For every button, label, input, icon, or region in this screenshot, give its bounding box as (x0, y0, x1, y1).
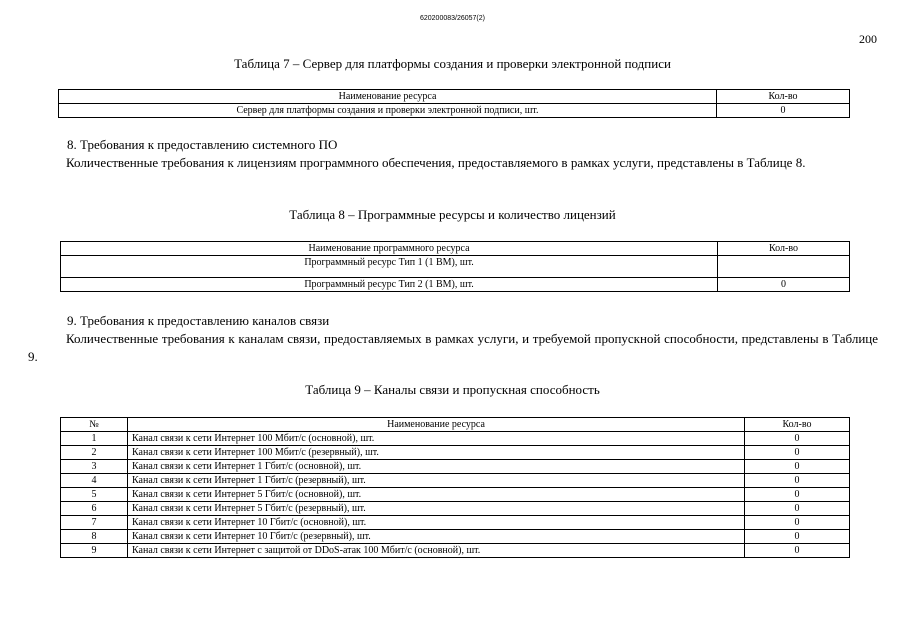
table-cell: Канал связи к сети Интернет 100 Мбит/с (резервный), шт. (128, 446, 745, 460)
section9-heading: 9. Требования к предоставлению каналов связи (67, 313, 330, 328)
table-cell: Канал связи к сети Интернет 100 Мбит/с (основной), шт. (128, 432, 745, 446)
column-header: Наименование программного ресурса (61, 242, 718, 256)
table7 (58, 89, 850, 118)
table-cell: 4 (61, 474, 128, 488)
table-cell: 0 (745, 502, 850, 516)
table-cell: Программный ресурс Тип 1 (1 ВМ), шт. (61, 256, 718, 278)
table-cell: 7 (61, 516, 128, 530)
table-cell: 0 (717, 104, 850, 118)
table-cell: Программный ресурс Тип 2 (1 ВМ), шт. (61, 278, 718, 292)
page-number: 200 (859, 32, 877, 46)
table-row (61, 502, 850, 516)
table-cell (718, 256, 850, 278)
table-cell: 3 (61, 460, 128, 474)
table-row (61, 474, 850, 488)
table-cell: Сервер для платформы создания и проверки электронной подписи, шт. (59, 104, 717, 118)
table-cell: 0 (745, 446, 850, 460)
table-cell: 1 (61, 432, 128, 446)
table-cell: 5 (61, 488, 128, 502)
table-cell: 9 (61, 544, 128, 558)
table-row (59, 104, 850, 118)
column-header: Наименование ресурса (128, 418, 745, 432)
table-header-row (61, 242, 850, 256)
table-cell: 0 (745, 530, 850, 544)
table-row (61, 432, 850, 446)
section8-heading: 8. Требования к предоставлению системного ПО (67, 137, 338, 152)
table-cell: Канал связи к сети Интернет 1 Гбит/с (резервный), шт. (128, 474, 745, 488)
table7-caption: Таблица 7 – Сервер для платформы создания и проверки электронной подписи (234, 56, 671, 71)
table-cell: Канал связи к сети Интернет 10 Гбит/с (резервный), шт. (128, 530, 745, 544)
table-row (61, 530, 850, 544)
table8-caption: Таблица 8 – Программные ресурсы и количество лицензий (289, 207, 616, 222)
table-cell: 0 (745, 544, 850, 558)
table-cell: 2 (61, 446, 128, 460)
table-header-row (59, 90, 850, 104)
table-cell: 0 (718, 278, 850, 292)
table-row (61, 256, 850, 278)
column-header: Кол-во (717, 90, 850, 104)
document-id: 620200083/26057(2) (419, 15, 485, 22)
table-cell: 6 (61, 502, 128, 516)
table-header-row (61, 418, 850, 432)
column-header: Наименование ресурса (59, 90, 717, 104)
table-row (61, 446, 850, 460)
column-header: № (61, 418, 128, 432)
table8 (60, 241, 850, 292)
table-cell: Канал связи к сети Интернет с защитой от DDoS-атак 100 Мбит/с (основной), шт. (128, 544, 745, 558)
table-cell: 0 (745, 474, 850, 488)
table-cell: 0 (745, 488, 850, 502)
table9 (60, 417, 850, 558)
table-row (61, 488, 850, 502)
table-cell: 0 (745, 460, 850, 474)
table-cell: Канал связи к сети Интернет 5 Гбит/с (основной), шт. (128, 488, 745, 502)
table-cell: Канал связи к сети Интернет 5 Гбит/с (резервный), шт. (128, 502, 745, 516)
table-row (61, 460, 850, 474)
table-cell: 0 (745, 516, 850, 530)
table-row (61, 516, 850, 530)
table-cell: 0 (745, 432, 850, 446)
table9-caption: Таблица 9 – Каналы связи и пропускная способность (305, 382, 600, 397)
column-header: Кол-во (718, 242, 850, 256)
table-cell: 8 (61, 530, 128, 544)
section9-paragraph: Количественные требования к каналам связи, предоставляемых в рамках услуги, и требуемой пропускной способности, представлены в Таблице 9. (28, 331, 878, 364)
table-cell: Канал связи к сети Интернет 10 Гбит/с (основной), шт. (128, 516, 745, 530)
column-header: Кол-во (745, 418, 850, 432)
table-row (61, 544, 850, 558)
table-cell: Канал связи к сети Интернет 1 Гбит/с (основной), шт. (128, 460, 745, 474)
section8-paragraph: Количественные требования к лицензиям программного обеспечения, предоставляемого в рамках услуги, представлены в Таблице 8. (66, 155, 806, 170)
table-row (61, 278, 850, 292)
